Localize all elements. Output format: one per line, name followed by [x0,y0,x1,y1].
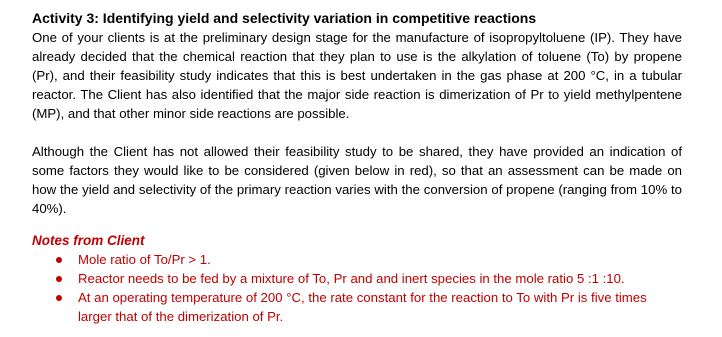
note-text: Reactor needs to be fed by a mixture of To, Pr and and inert species in the mole ratio 5 :1 :10. [78,271,625,286]
bullet-icon [56,295,62,301]
document-page [32,9,682,326]
bullet-icon [56,276,62,282]
notes-list [32,250,682,326]
intro-paragraph: One of your clients is at the preliminary design stage for the manufacture of isopropyltoluene (IP). They have already decided that the chemical reaction that they plan to use is the alkylation of toluene (To) by propene (Pr), and their feasibility study indicates that this is best undertaken in the gas phase at 200 °C, in a tubular reactor. The Client has also identified that the major side reaction is dimerization of Pr to yield methylpentene (MP), and that other minor side reactions are possible. [32,30,682,121]
notes-title: Notes from Client [32,233,145,248]
note-text: At an operating temperature of 200 °C, the rate constant for the reaction to To with Pr is five times larger that of the dimerization of Pr. [78,290,647,324]
activity-heading: Activity 3: Identifying yield and selectivity variation in competitive reactions [32,10,537,26]
bullet-icon [56,257,62,263]
list-item [32,250,682,269]
context-paragraph: Although the Client has not allowed their feasibility study to be shared, they have provided an indication of some factors they would like to be considered (given below in red), so that an assessment can be made on how the yield and selectivity of the primary reaction varies with the conversion of propene (ranging from 10% to 40%). [32,144,682,216]
list-item [32,288,682,326]
note-text: Mole ratio of To/Pr > 1. [78,252,211,267]
list-item [32,269,682,288]
